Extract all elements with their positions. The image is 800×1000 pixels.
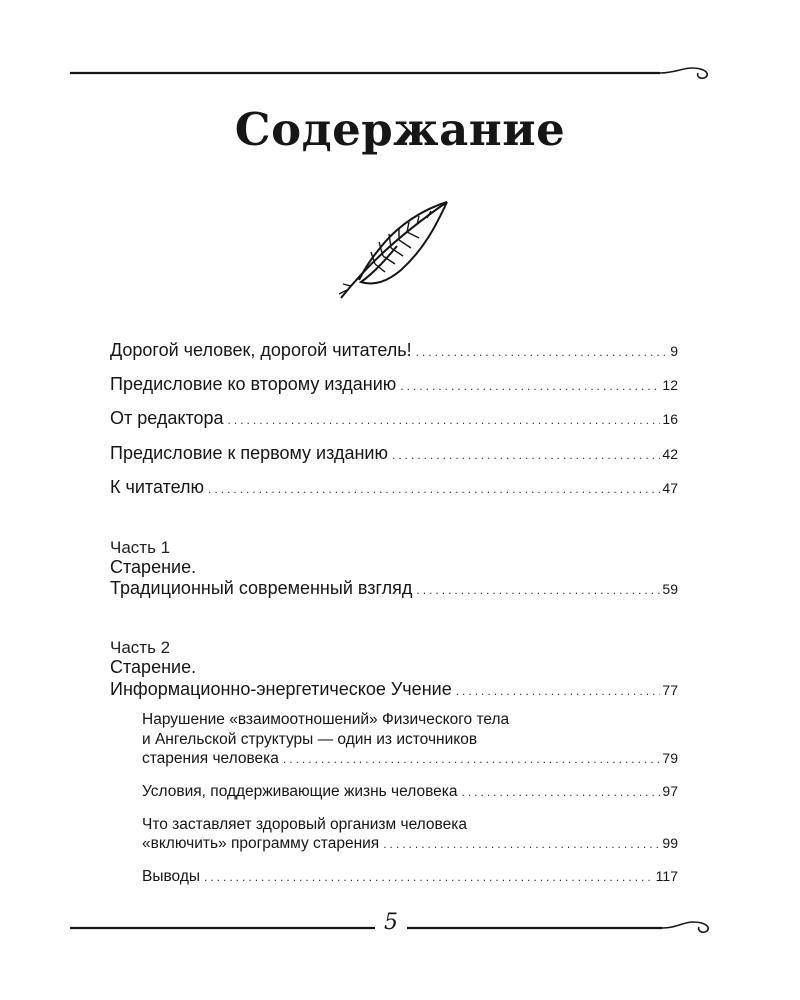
bottom-ornamental-rule-right <box>407 914 720 938</box>
toc-entry-page: 42 <box>662 446 678 462</box>
dot-leader <box>283 752 661 766</box>
toc-entry-page: 97 <box>662 783 678 799</box>
toc-entry-page: 12 <box>662 377 678 393</box>
toc-entry-page: 9 <box>670 343 678 359</box>
toc-entry-page: 77 <box>662 682 678 698</box>
toc-entry-page: 79 <box>662 750 678 766</box>
dot-leader <box>204 870 654 884</box>
bottom-ornamental-rule-left <box>70 918 375 938</box>
part-label: Часть 1 <box>110 538 171 557</box>
dot-leader <box>462 785 661 799</box>
toc-entry-title: «включить» программу старения <box>142 835 380 852</box>
toc-entry[interactable] <box>110 340 678 361</box>
toc-subentry[interactable] <box>142 868 678 886</box>
dot-leader <box>392 448 660 462</box>
toc-entry-title: От редактора <box>110 408 224 428</box>
toc-entry[interactable] <box>110 408 678 429</box>
toc-subentry[interactable] <box>142 783 678 801</box>
toc-entry-page: 47 <box>662 480 678 496</box>
top-ornamental-rule <box>70 62 720 84</box>
dot-leader <box>228 413 661 427</box>
dot-leader <box>400 379 660 393</box>
part-title-line: Старение. <box>110 657 197 677</box>
dot-leader <box>416 345 669 359</box>
toc-entry-page: 59 <box>662 581 678 597</box>
subsection-line: Что заставляет здоровый организм человека <box>142 816 467 833</box>
toc-entry-title: Дорогой человек, дорогой читатель! <box>110 340 412 360</box>
part-label: Часть 2 <box>110 638 171 657</box>
toc-entry-title: Предисловие к первому изданию <box>110 443 388 463</box>
toc-entry-page: 16 <box>662 411 678 427</box>
toc-entry[interactable] <box>110 679 678 700</box>
toc-entry-title: Традиционный современный взгляд <box>110 578 413 598</box>
subsection-line: и Ангельской структуры — один из источников <box>142 731 478 748</box>
page-title: Содержание <box>234 103 566 156</box>
page-number: 5 <box>384 910 398 935</box>
dot-leader <box>416 583 660 597</box>
dot-leader <box>208 482 660 496</box>
toc-entry-page: 117 <box>655 868 678 884</box>
toc-entry-title: Предисловие ко второму изданию <box>110 374 397 394</box>
toc-entry[interactable] <box>110 443 678 464</box>
toc-entry-title: Информационно-энергетическое Учение <box>110 679 452 699</box>
part-title-line: Старение. <box>110 557 197 577</box>
toc-entry[interactable] <box>110 578 678 599</box>
toc-entry[interactable] <box>110 374 678 395</box>
subsection-line: Нарушение «взаимоотношений» Физического тела <box>142 711 510 728</box>
toc-entry-title: Выводы <box>142 868 201 885</box>
toc-entry[interactable] <box>110 477 678 498</box>
toc-subentry[interactable] <box>142 750 678 768</box>
toc-entry-title: К читателю <box>110 477 205 497</box>
toc-entry-title: старения человека <box>142 750 279 767</box>
dot-leader <box>383 837 660 851</box>
toc-entry-title: Условия, поддерживающие жизнь человека <box>142 783 458 800</box>
dot-leader <box>456 684 661 698</box>
toc-entry-page: 99 <box>662 835 678 851</box>
quill-feather-icon <box>335 198 455 303</box>
toc-subentry[interactable] <box>142 835 678 853</box>
